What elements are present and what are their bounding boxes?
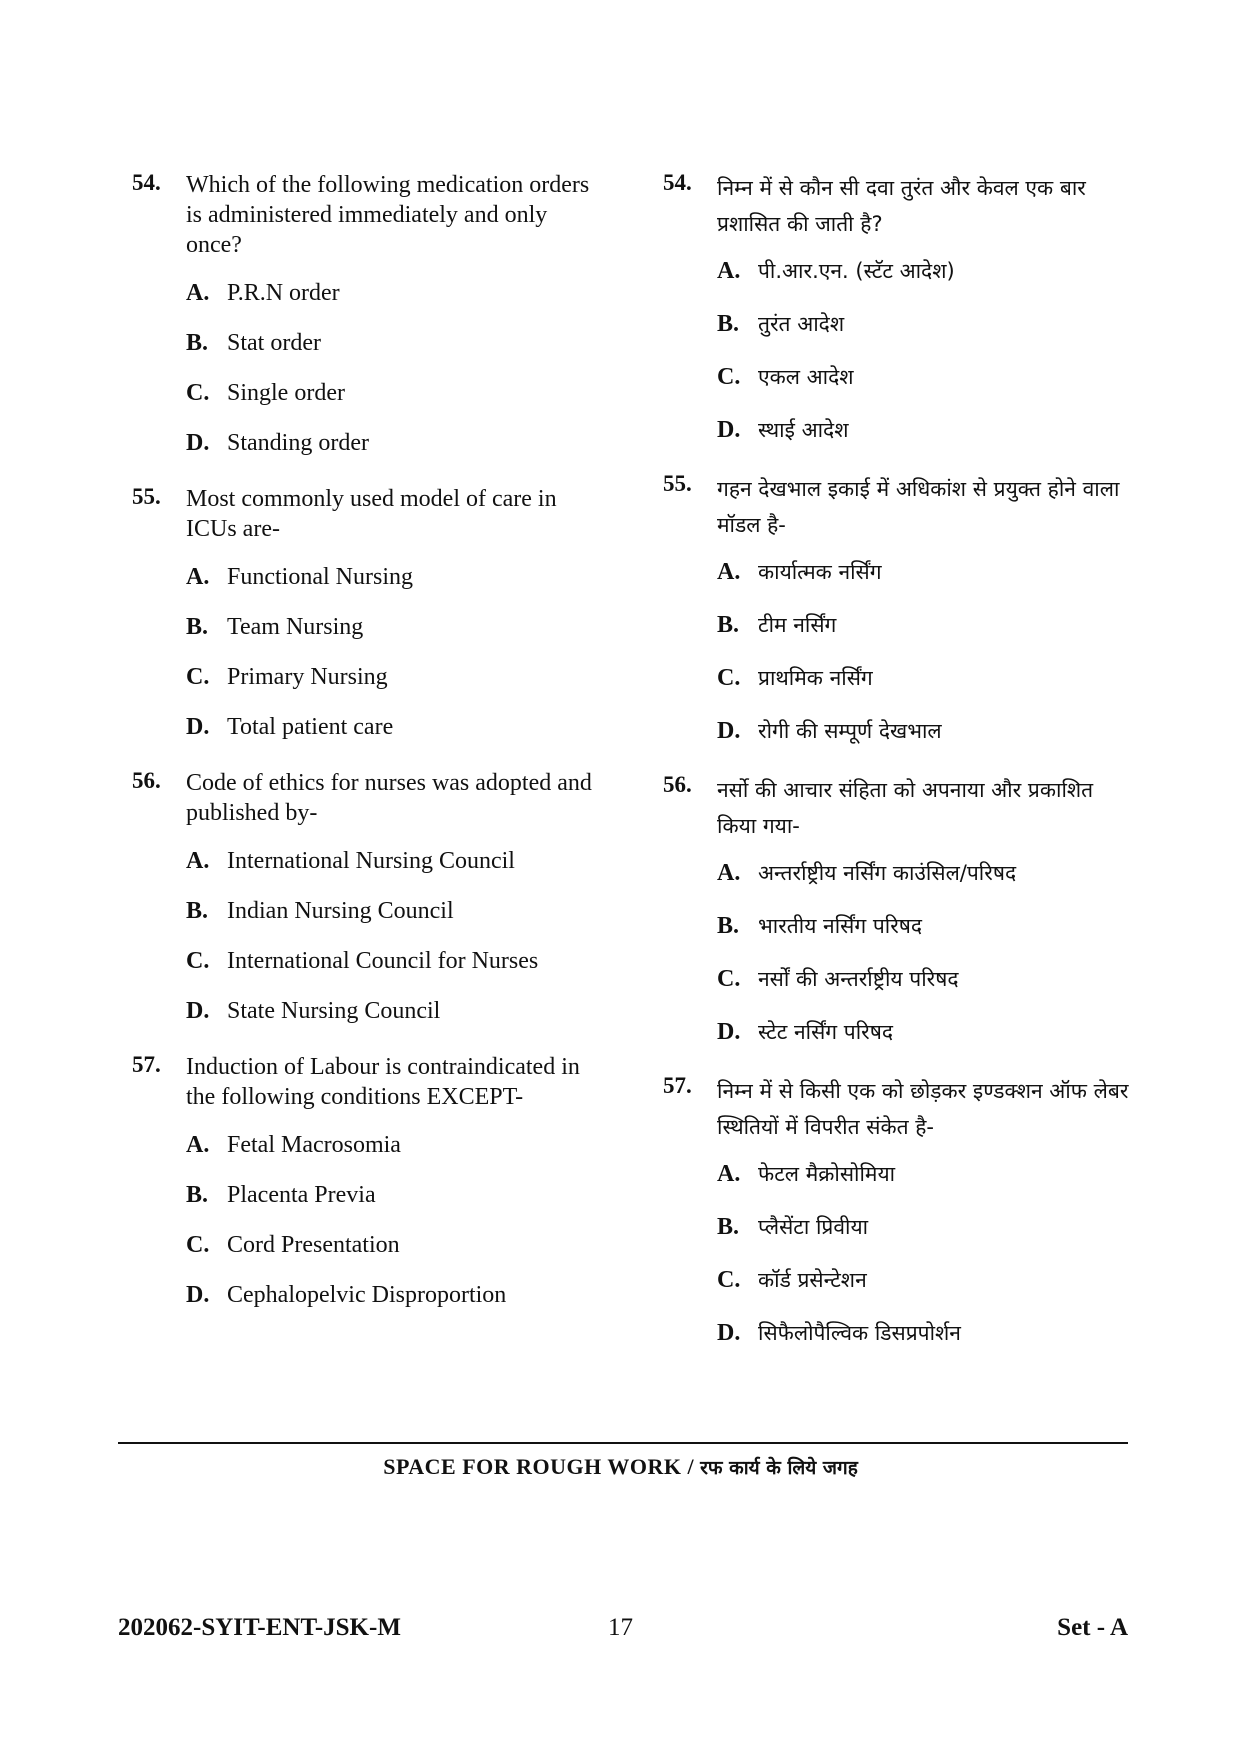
option-c: C. Single order <box>186 380 345 406</box>
question-text: गहन देखभाल इकाई में अधिकांश से प्रयुक्त होने वाला मॉडल है- <box>717 477 1120 537</box>
option-a: A. कार्यात्मक नर्सिंग <box>717 559 882 585</box>
question-text: Most commonly used model of care in ICUs are- <box>186 486 557 542</box>
rough-work-hi: रफ कार्य के लिये जगह <box>700 1457 858 1479</box>
question-57-hi <box>663 1073 1133 1348</box>
set-label: Set - A <box>1057 1614 1128 1641</box>
option-d: D. Standing order <box>186 430 369 456</box>
question-number: 55. <box>663 471 692 496</box>
option-a: A. फेटल मैक्रोसोमिया <box>717 1161 896 1187</box>
option-d: D. Total patient care <box>186 714 394 740</box>
option-d: D. Cephalopelvic Disproportion <box>186 1282 507 1308</box>
question-55-en <box>132 484 602 742</box>
option-b: B. Team Nursing <box>186 614 364 640</box>
divider-line <box>118 1442 1128 1444</box>
question-number: 54. <box>663 170 692 195</box>
question-text: Which of the following medication orders is administered immediately and only once? <box>186 172 590 258</box>
question-text: निम्न में से किसी एक को छोड़कर इण्डक्शन ऑफ लेबर स्थितियों में विपरीत संकेत है- <box>717 1079 1129 1139</box>
option-b: B. Placenta Previa <box>186 1182 376 1208</box>
option-d: D. स्टेट नर्सिंग परिषद <box>717 1019 894 1045</box>
question-number: 54. <box>132 170 161 195</box>
option-c: C. International Council for Nurses <box>186 948 539 974</box>
english-column <box>132 170 602 1336</box>
option-a: A. अन्तर्राष्ट्रीय नर्सिंग काउंसिल/परिषद <box>717 860 1017 886</box>
option-a: A. पी.आर.एन. (स्टॅट आदेश) <box>717 258 955 284</box>
option-a: A. P.R.N order <box>186 280 340 306</box>
option-b: B. भारतीय नर्सिंग परिषद <box>717 913 923 939</box>
option-d: D. State Nursing Council <box>186 998 441 1024</box>
option-b: B. तुरंत आदेश <box>717 311 845 337</box>
page-number: 17 <box>608 1614 633 1641</box>
option-b: B. प्लैसेंटा प्रिवीया <box>717 1214 869 1240</box>
question-56-en <box>132 768 602 1026</box>
option-b: B. Indian Nursing Council <box>186 898 454 924</box>
question-number: 57. <box>663 1073 692 1098</box>
question-number: 56. <box>663 772 692 797</box>
question-text: Induction of Labour is contraindicated in the following conditions EXCEPT- <box>186 1054 580 1110</box>
question-54-en <box>132 170 602 458</box>
rough-work-heading <box>0 1454 1241 1480</box>
option-b: B. Stat order <box>186 330 321 356</box>
option-a: A. Functional Nursing <box>186 564 413 590</box>
question-text: Code of ethics for nurses was adopted and published by- <box>186 770 592 826</box>
option-c: C. नर्सों की अन्तर्राष्ट्रीय परिषद <box>717 966 959 992</box>
question-text: नर्सो की आचार संहिता को अपनाया और प्रकाशित किया गया- <box>717 778 1094 838</box>
question-56-hi <box>663 772 1133 1047</box>
question-number: 56. <box>132 768 161 793</box>
option-d: D. सिफैलोपैल्विक डिसप्रपोर्शन <box>717 1320 961 1346</box>
question-57-en <box>132 1052 602 1310</box>
option-c: C. कॉर्ड प्रसेन्टेशन <box>717 1267 867 1293</box>
question-text: निम्न में से कौन सी दवा तुरंत और केवल एक बार प्रशासित की जाती है? <box>717 176 1086 236</box>
option-c: C. एकल आदेश <box>717 364 854 390</box>
option-a: A. International Nursing Council <box>186 848 515 874</box>
question-55-hi <box>663 471 1133 746</box>
option-c: C. प्राथमिक नर्सिंग <box>717 665 873 691</box>
option-c: C. Cord Presentation <box>186 1232 400 1258</box>
paper-code: 202062-SYIT-ENT-JSK-M <box>118 1614 401 1641</box>
option-b: B. टीम नर्सिंग <box>717 612 837 638</box>
hindi-column <box>663 170 1133 1374</box>
rough-work-en: SPACE FOR ROUGH WORK / <box>383 1454 701 1479</box>
option-a: A. Fetal Macrosomia <box>186 1132 401 1158</box>
question-54-hi <box>663 170 1133 445</box>
question-number: 57. <box>132 1052 161 1077</box>
option-d: D. स्थाई आदेश <box>717 417 849 443</box>
question-number: 55. <box>132 484 161 509</box>
option-d: D. रोगी की सम्पूर्ण देखभाल <box>717 718 942 744</box>
option-c: C. Primary Nursing <box>186 664 388 690</box>
